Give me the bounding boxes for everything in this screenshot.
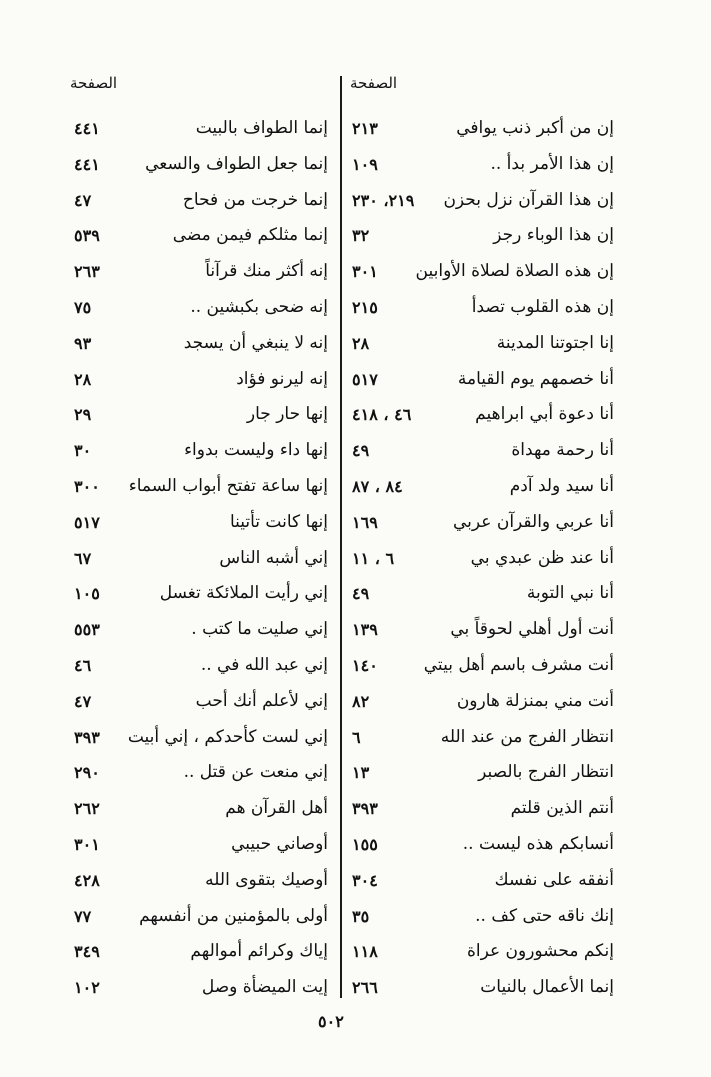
index-entry [346, 186, 614, 222]
entry-phrase: انتظار الفرج بالصبر [478, 762, 614, 783]
entry-page-number: ٥٣٩ [74, 226, 100, 246]
entry-page-number: ١٣٩ [352, 620, 378, 640]
entry-page-number: ٥٥٣ [74, 620, 100, 640]
entry-page-number: ٤٧ [74, 190, 92, 210]
entry-phrase: إني صليت ما كتب . [191, 619, 328, 640]
entry-phrase: إنك ناقه حتى كف .. [475, 905, 614, 926]
entry-phrase: انتظار الفرج من عند الله [440, 726, 614, 747]
index-entry [346, 544, 614, 580]
index-entry [346, 615, 614, 651]
index-entry [66, 830, 336, 866]
entry-phrase: إن هذا الوباء رجز [493, 225, 614, 246]
entry-phrase: إني منعت عن قتل .. [183, 762, 328, 783]
entry-phrase: أنت مني بمنزلة هارون [456, 690, 614, 711]
entry-page-number: ١٤٠ [352, 655, 378, 675]
entry-page-number: ١٠٢ [74, 978, 100, 998]
entry-page-number: ٤٩ [352, 441, 370, 461]
entry-page-number: ٣٤٩ [74, 942, 100, 962]
index-entry [346, 902, 614, 938]
entry-page-number: ٢٦٢ [74, 799, 100, 819]
entry-page-number: ٣٩٣ [352, 799, 378, 819]
index-entry [346, 329, 614, 365]
entry-page-number: ٦ ، ١١ [352, 548, 395, 568]
entry-phrase: إنما جعل الطواف والسعي [145, 153, 328, 174]
entry-phrase: إنه أكثر منك قرآناً [205, 261, 328, 282]
index-entry [346, 114, 614, 150]
entry-phrase: إنما مثلكم فيمن مضى [172, 225, 328, 246]
entry-phrase: إنما خرجت من فحاح [182, 189, 328, 210]
index-entry [346, 508, 614, 544]
entry-phrase: إن من أكبر ذنب يوافي [456, 118, 614, 138]
entry-page-number: ٢١٩، ٢٣٠ [352, 190, 415, 210]
index-entry [66, 651, 336, 687]
index-entry [346, 866, 614, 902]
index-entry [346, 400, 614, 436]
entry-phrase: أولى بالمؤمنين من أنفسهم [139, 905, 328, 926]
entry-page-number: ٦٧ [74, 548, 92, 568]
index-entry [66, 472, 336, 508]
index-entry [346, 973, 614, 1009]
index-entry [66, 794, 336, 830]
index-entry [66, 293, 336, 329]
entry-phrase: أنا عربي والقرآن عربي [453, 511, 614, 532]
entry-phrase: أنتم الذين قلتم [510, 798, 614, 819]
entry-phrase: أنت أول أهلي لحوقاً بي [450, 619, 614, 640]
entry-phrase: إن هذا الأمر بدأ .. [490, 153, 614, 174]
entry-phrase: إنها ساعة تفتح أبواب السماء [128, 475, 328, 496]
entry-page-number: ٣٥ [352, 906, 370, 926]
index-entry [66, 221, 336, 257]
entry-phrase: إنها حار جار [246, 404, 328, 425]
index-entry [66, 723, 336, 759]
index-entry [346, 257, 614, 293]
entry-page-number: ٢١٥ [352, 297, 378, 317]
entry-page-number: ٨٤ ، ٨٧ [352, 476, 403, 496]
entry-page-number: ٣٠١ [74, 834, 100, 854]
entry-phrase: إني رأيت الملائكة تغسل [159, 583, 328, 604]
index-entry [346, 150, 614, 186]
index-entry [346, 723, 614, 759]
entry-page-number: ٥١٧ [352, 369, 378, 389]
entry-phrase: أوصيك بتقوى الله [205, 869, 328, 890]
entry-phrase: إنه ضحى بكبشين .. [190, 296, 328, 317]
index-entry [346, 830, 614, 866]
entry-phrase: إني أشبه الناس [219, 547, 328, 568]
entry-page-number: ٢٦٦ [352, 978, 378, 998]
entry-phrase: إنه لا ينبغي أن يسجد [183, 332, 328, 353]
entry-page-number: ١١٨ [352, 942, 378, 962]
entry-phrase: إيت الميضأة وصل [201, 977, 328, 998]
entry-page-number: ٣٠١ [352, 262, 378, 282]
left-column-header: الصفحة [70, 74, 118, 92]
index-entry [66, 902, 336, 938]
entry-page-number: ٣٠٤ [352, 870, 378, 890]
index-entry [66, 579, 336, 615]
entry-phrase: إن هذا القرآن نزل بحزن [443, 189, 614, 210]
index-entry [66, 937, 336, 973]
entry-page-number: ٣٢ [352, 226, 370, 246]
right-column-rows [346, 114, 614, 1009]
entry-page-number: ١٠٩ [352, 154, 378, 174]
entry-phrase: أنفقه على نفسك [494, 869, 614, 890]
entry-phrase: إنها داء وليست بدواء [184, 440, 328, 461]
entry-phrase: إنه ليرنو فؤاد [236, 368, 328, 389]
index-entry [346, 221, 614, 257]
entry-page-number: ٧٥ [74, 297, 92, 317]
index-entry [346, 651, 614, 687]
index-entry [66, 365, 336, 401]
entry-page-number: ٤٦ ، ٤١٨ [352, 405, 412, 425]
index-entry [346, 436, 614, 472]
entry-phrase: إنها كانت تأتينا [229, 511, 328, 532]
entry-page-number: ٤٦ [74, 655, 92, 675]
index-entry [346, 472, 614, 508]
entry-page-number: ١٦٩ [352, 512, 378, 532]
entry-page-number: ٤٢٨ [74, 870, 100, 890]
entry-phrase: أنا نبي التوبة [526, 583, 614, 604]
entry-page-number: ١٠٥ [74, 584, 100, 604]
entry-phrase: إني عبد الله في .. [200, 654, 328, 675]
entry-page-number: ١٣ [352, 763, 370, 783]
entry-page-number: ٥١٧ [74, 512, 100, 532]
column-divider [340, 76, 342, 998]
index-entry [66, 186, 336, 222]
index-entry [66, 687, 336, 723]
entry-phrase: إنكم محشورون عراة [466, 941, 614, 962]
index-entry [66, 400, 336, 436]
left-column-rows [66, 114, 336, 1009]
entry-page-number: ٦ [352, 727, 361, 747]
entry-phrase: أنت مشرف باسم أهل بيتي [423, 654, 614, 675]
entry-page-number: ٣٠٠ [74, 476, 100, 496]
index-entry [66, 615, 336, 651]
entry-phrase: أهل القرآن هم [225, 798, 328, 819]
index-entry [346, 937, 614, 973]
index-entry [66, 329, 336, 365]
index-entry [346, 365, 614, 401]
entry-page-number: ٢٨ [74, 369, 92, 389]
entry-phrase: إن هذه الصلاة لصلاة الأوابين [415, 261, 614, 282]
entry-phrase: أنا سيد ولد آدم [509, 475, 614, 496]
entry-page-number: ٩٣ [74, 333, 92, 353]
index-entry [346, 758, 614, 794]
entry-page-number: ٢٨ [352, 333, 370, 353]
index-entry [66, 973, 336, 1009]
entry-page-number: ٢٩ [74, 405, 92, 425]
index-entry [346, 579, 614, 615]
entry-phrase: إن هذه القلوب تصدأ [471, 296, 614, 317]
entry-page-number: ٤٤١ [74, 119, 100, 138]
entry-page-number: ٢٦٣ [74, 262, 100, 282]
index-entry [66, 508, 336, 544]
index-entry [66, 758, 336, 794]
index-entry [66, 114, 336, 150]
entry-phrase: أنا عند ظن عبدي بي [470, 547, 614, 568]
entry-page-number: ٧٧ [74, 906, 92, 926]
entry-phrase: أنا رحمة مهداة [511, 440, 614, 461]
entry-phrase: إياك وكرائم أموالهم [190, 941, 328, 962]
right-column-header: الصفحة [350, 74, 398, 92]
entry-phrase: أنسابكم هذه ليست .. [462, 833, 614, 854]
index-entry [66, 436, 336, 472]
entry-page-number: ٢٩٠ [74, 763, 100, 783]
entry-page-number: ٣٠ [74, 441, 92, 461]
index-entry [66, 544, 336, 580]
entry-phrase: إني لست كأحدكم ، إني أبيت [127, 726, 328, 747]
entry-phrase: أنا دعوة أبي ابراهيم [475, 404, 614, 425]
entry-page-number: ١٥٥ [352, 834, 378, 854]
entry-phrase: أوصاني حبيبي [231, 833, 328, 854]
index-entry [346, 687, 614, 723]
entry-page-number: ٨٢ [352, 691, 370, 711]
entry-page-number: ٤٤١ [74, 154, 100, 174]
entry-page-number: ٤٩ [352, 584, 370, 604]
entry-phrase: إني لأعلم أنك أحب [195, 690, 328, 711]
entry-page-number: ٢١٣ [352, 119, 378, 138]
entry-phrase: إنا اجتوتنا المدينة [496, 332, 614, 353]
entry-phrase: أنا خصمهم يوم القيامة [457, 368, 614, 389]
index-entry [66, 866, 336, 902]
entry-page-number: ٤٧ [74, 691, 92, 711]
index-entry [346, 794, 614, 830]
index-entry [346, 293, 614, 329]
entry-page-number: ٣٩٣ [74, 727, 100, 747]
index-entry [66, 257, 336, 293]
entry-phrase: إنما الطواف بالبيت [195, 118, 328, 138]
page-number: ٥٠٢ [318, 1012, 344, 1031]
index-entry [66, 150, 336, 186]
entry-phrase: إنما الأعمال بالنيات [480, 977, 614, 998]
